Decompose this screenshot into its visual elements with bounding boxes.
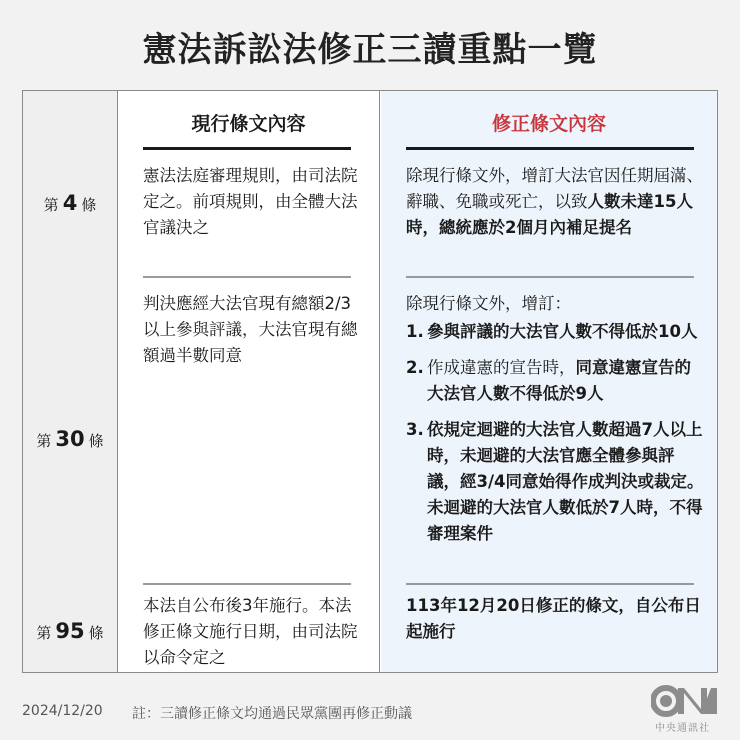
cna-logo-text: 中央通訊社 (655, 723, 710, 734)
amended-intro: 除現行條文外，增訂： (406, 294, 571, 313)
article-suffix: 條 (88, 624, 104, 642)
amended-column (381, 91, 717, 672)
item-text-bold: 參與評議的大法官人數不得低於10人 (427, 322, 698, 341)
item-text-normal: 作成違憲的宣告時， (427, 358, 576, 377)
item-number: 1. (406, 322, 424, 341)
article-suffix: 條 (88, 432, 104, 450)
article-number: 4 (62, 191, 78, 215)
article-label-30 (23, 427, 117, 451)
list-item (406, 417, 706, 547)
current-column (118, 91, 380, 672)
header-underline (406, 147, 694, 150)
amended-items-list (406, 319, 706, 547)
current-text-95: 本法自公布後3年施行。本法修正條文施行日期，由司法院以命令定之 (143, 596, 358, 667)
row-divider (143, 583, 351, 585)
row-divider (143, 276, 351, 278)
item-number: 3. (406, 420, 424, 439)
row-divider (406, 276, 694, 278)
amended-text-normal: 除現行條文外，增訂大法官因任期屆滿、辭職、免職或死亡，以致 (406, 166, 703, 211)
row-divider (406, 583, 694, 585)
current-header: 現行條文內容 (191, 113, 306, 135)
page-title: 憲法訴訟法修正三讀重點一覽 (142, 30, 598, 70)
current-text-4: 憲法法庭審理規則，由司法院定之。前項規則，由全體大法官議決之 (143, 166, 358, 237)
comparison-table (22, 90, 718, 673)
article-prefix: 第 (36, 624, 52, 642)
amended-text-30 (406, 291, 706, 557)
amended-text-95: 113年12月20日修正的條文，自公布日起施行 (406, 596, 701, 641)
amended-text-4 (406, 163, 706, 241)
item-text-bold: 依規定迴避的大法官人數超過7人以上時，未迴避的大法官應全體參與評議，經3/4同意始得作成判決或裁定。未迴避的大法官人數低於7人時，不得審理案件 (427, 420, 704, 543)
item-number: 2. (406, 358, 424, 377)
article-prefix: 第 (36, 432, 52, 450)
article-number: 95 (55, 619, 85, 643)
article-column (23, 91, 118, 672)
footer-note: 註：三讀修正條文均通過民眾黨團再修正動議 (132, 706, 412, 722)
article-label-4 (23, 191, 117, 215)
footer-date: 2024/12/20 (22, 703, 103, 719)
amended-text-bold: 人數未達15人時，總統應於2個月內補足提名 (406, 192, 693, 237)
amended-header: 修正條文內容 (491, 113, 606, 135)
list-item (406, 319, 706, 345)
article-prefix: 第 (43, 196, 59, 214)
article-suffix: 條 (81, 196, 97, 214)
list-item (406, 355, 706, 407)
current-text-30: 判決應經大法官現有總額2/3以上參與評議，大法官現有總額過半數同意 (143, 294, 358, 365)
header-underline (143, 147, 351, 150)
article-label-95 (23, 619, 117, 643)
item-text-bold: 同意違憲宣告的大法官人數不得低於9人 (427, 358, 691, 403)
article-number: 30 (55, 427, 85, 451)
